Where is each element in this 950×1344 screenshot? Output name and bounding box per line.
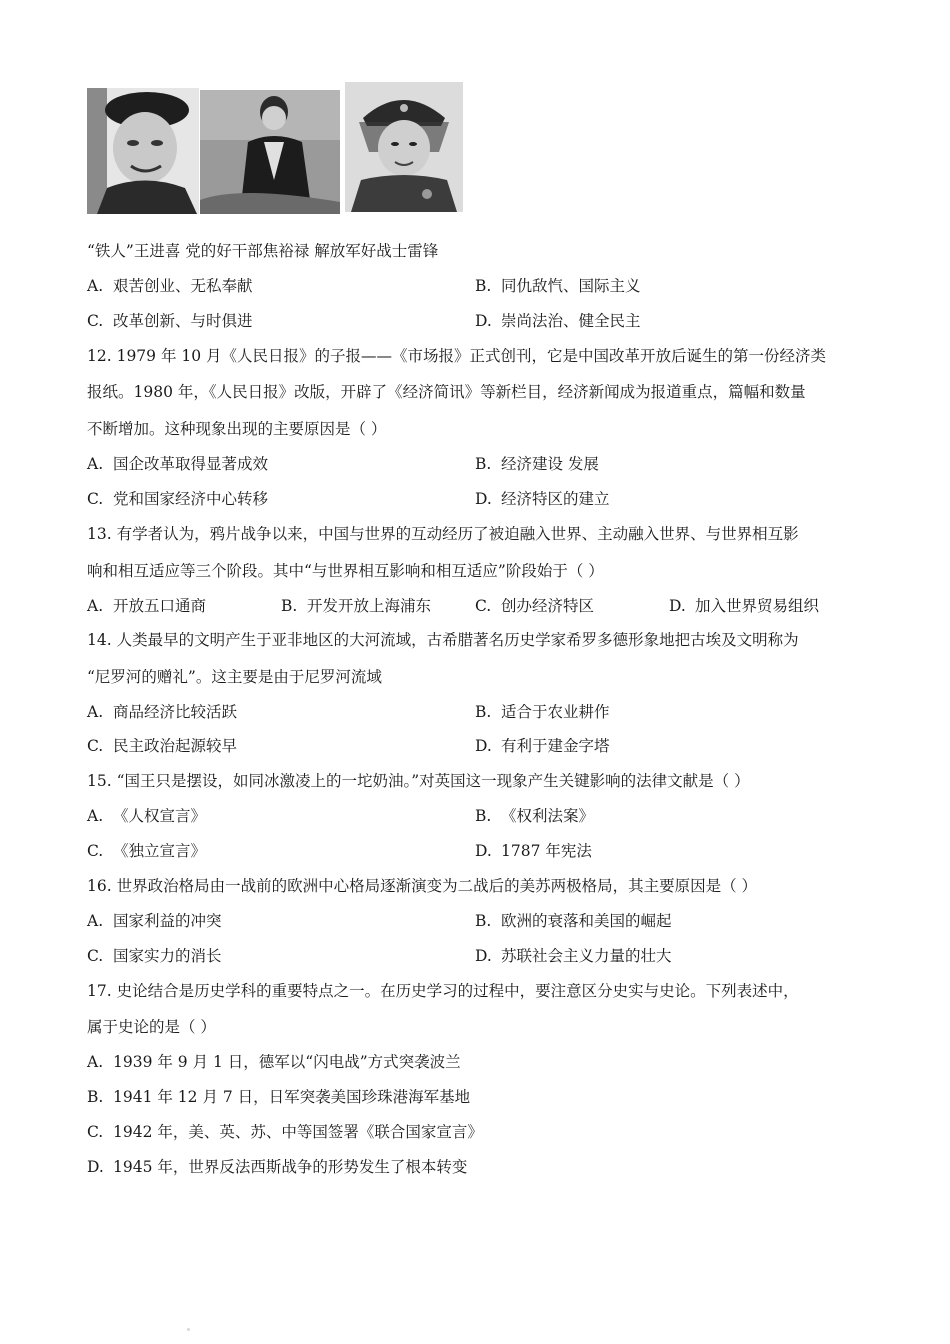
q14-option-d: D. 有利于建金字塔 xyxy=(475,737,610,755)
wang-jinxi-photo xyxy=(87,88,199,214)
q15-option-d: D. 1787 年宪法 xyxy=(475,842,592,860)
q12-stem-line1: 12. 1979 年 10 月《人民日报》的子报——《市场报》正式创刊，它是中国改革开放后诞生的第一份经济类 xyxy=(87,347,827,365)
q14-option-b: B. 适合于农业耕作 xyxy=(475,703,610,721)
q12-option-d: D. 经济特区的建立 xyxy=(475,490,610,508)
q17-option-b: B. 1941 年 12 月 7 日，日军突袭美国珍珠港海军基地 xyxy=(87,1088,471,1106)
q17-stem-line1: 17. 史论结合是历史学科的重要特点之一。在历史学习的过程中，要注意区分史实与史论。下列表述中， xyxy=(87,982,799,1000)
q14-option-c: C. 民主政治起源较早 xyxy=(87,737,238,755)
q12-option-c: C. 党和国家经济中心转移 xyxy=(87,490,269,508)
jiao-yulu-photo xyxy=(200,90,340,214)
q15-option-a: A. 《人权宣言》 xyxy=(87,807,207,825)
q12-option-b: B. 经济建设 发展 xyxy=(475,455,599,473)
q11-option-a: A. 艰苦创业、无私奉献 xyxy=(87,277,253,295)
photo-caption: “铁人”王进喜 党的好干部焦裕禄 解放军好战士雷锋 xyxy=(87,242,439,260)
q11-option-b: B. 同仇敌忾、国际主义 xyxy=(475,277,641,295)
q14-stem-line1: 14. 人类最早的文明产生于亚非地区的大河流域，古希腊著名历史学家希罗多德形象地把古埃及文明称为 xyxy=(87,631,799,649)
q17-option-c: C. 1942 年，美、英、苏、中等国签署《联合国家宣言》 xyxy=(87,1123,483,1141)
q13-stem-line2: 响和相互适应等三个阶段。其中“与世界相互影响和相互适应”阶段始于（ ） xyxy=(87,562,604,580)
q12-stem-line2: 报纸。1980 年，《人民日报》改版，开辟了《经济简讯》等新栏目，经济新闻成为报道重点，篇幅和数量 xyxy=(87,383,806,401)
q14-option-a: A. 商品经济比较活跃 xyxy=(87,703,238,721)
q16-stem-line1: 16. 世界政治格局由一战前的欧洲中心格局逐渐演变为二战后的美苏两极格局，其主要原因是（ ） xyxy=(87,877,758,895)
q11-option-c: C. 改革创新、与时俱进 xyxy=(87,312,253,330)
q15-option-c: C. 《独立宣言》 xyxy=(87,842,207,860)
q16-option-b: B. 欧洲的衰落和美国的崛起 xyxy=(475,912,672,930)
q12-option-a: A. 国企改革取得显著成效 xyxy=(87,455,269,473)
q13-stem-line1: 13. 有学者认为，鸦片战争以来，中国与世界的互动经历了被迫融入世界、主动融入世界、与世界相互影 xyxy=(87,525,799,543)
q17-option-d: D. 1945 年，世界反法西斯战争的形势发生了根本转变 xyxy=(87,1158,468,1176)
page-speck xyxy=(187,1328,190,1331)
q13-option-a: A. 开放五口通商 xyxy=(87,597,207,615)
q16-option-a: A. 国家利益的冲突 xyxy=(87,912,222,930)
q17-stem-line2: 属于史论的是（ ） xyxy=(87,1018,216,1036)
q11-option-d: D. 崇尚法治、健全民主 xyxy=(475,312,641,330)
lei-feng-photo xyxy=(345,82,463,212)
q16-option-c: C. 国家实力的消长 xyxy=(87,947,222,965)
q17-option-a: A. 1939 年 9 月 1 日，德军以“闪电战”方式突袭波兰 xyxy=(87,1053,461,1071)
q13-option-c: C. 创办经济特区 xyxy=(475,597,595,615)
q14-stem-line2: “尼罗河的赠礼”。这主要是由于尼罗河流域 xyxy=(87,668,382,686)
q13-option-b: B. 开发开放上海浦东 xyxy=(281,597,432,615)
q15-stem-line1: 15. “国王只是摆设，如同冰激凌上的一坨奶油。”对英国这一现象产生关键影响的法律文献是（ ） xyxy=(87,772,750,790)
q13-option-d: D. 加入世界贸易组织 xyxy=(669,597,820,615)
q16-option-d: D. 苏联社会主义力量的壮大 xyxy=(475,947,672,965)
q12-stem-line3: 不断增加。这种现象出现的主要原因是（ ） xyxy=(87,420,387,438)
q15-option-b: B. 《权利法案》 xyxy=(475,807,595,825)
